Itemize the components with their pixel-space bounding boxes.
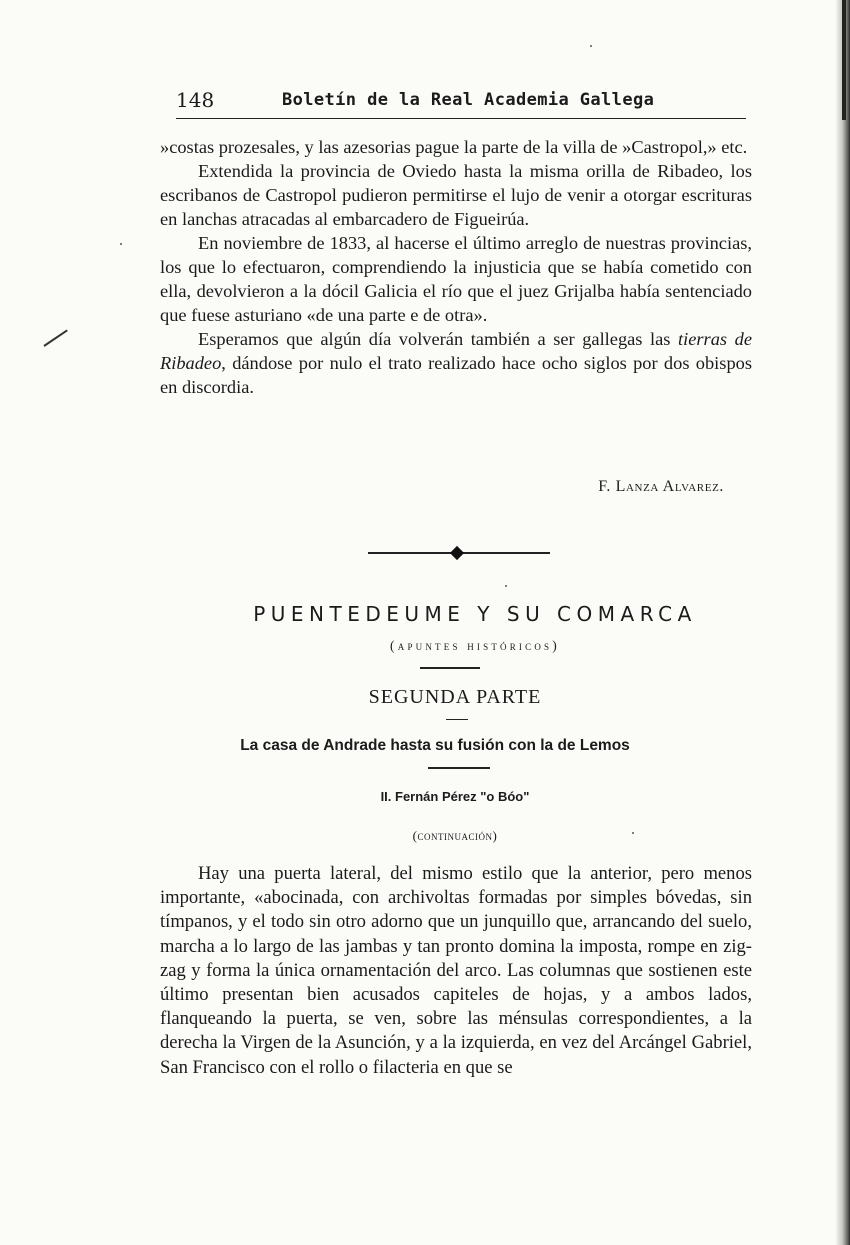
- paragraph-1833: En noviembre de 1833, al hacerse el último arreglo de nuestras provincias, los que lo efectuaron, comprendiendo la injusticia que se había cometido con ella, devolvieron a la dócil Galicia el río que el juez Grijalba había sentenciado que fuese asturiano «de una parte e de otra».: [160, 233, 752, 325]
- upper-text-block: [160, 135, 752, 399]
- article-subtitle: (apuntes históricos): [390, 638, 560, 653]
- subchapter-title: II. Fernán Pérez "o Bóo": [380, 789, 530, 804]
- page-number: 148: [176, 88, 215, 112]
- body-paragraph: Hay una puerta lateral, del mismo estilo que la anterior, pero menos importante, «abocinada, con archivoltas formadas por simples bóvedas, sin tímpanos, y el todo sin otro adorno que un junquillo que, arrancando del suelo, marcha a lo largo de las jambas y tan pronto domina la imposta, rompe en zig-zag y forma la única ornamentación del arco. Las columnas que sostienen este último presentan bien acusados capiteles de hojas, y a ambos lados, flanqueando la puerta, se ven, sobre las ménsulas correspondientes, a la derecha la Virgen de la Asunción, y a la izquierda, en vez del Arcángel Gabriel, San Francisco con el rollo o filacteria en que se: [160, 863, 752, 1078]
- page-header: [176, 88, 746, 119]
- article-body: [160, 862, 752, 1080]
- rule-after-subtitle: [420, 667, 480, 669]
- italic-tierras-de-ribadeo: tierras de Ribadeo: [160, 329, 752, 373]
- paragraph-esperamos: [160, 327, 752, 399]
- article-title: PUENTEDEUME Y SU COMARCA: [253, 602, 697, 626]
- rule-after-section: [446, 719, 468, 720]
- section-divider-ornament: [368, 550, 550, 555]
- print-speck: [590, 45, 592, 47]
- print-speck: [120, 243, 122, 245]
- page-edge-binding: [842, 0, 846, 120]
- divider-diamond-icon: [450, 546, 464, 560]
- running-title: Boletín de la Real Academia Gallega: [282, 90, 655, 110]
- chapter-title: La casa de Andrade hasta su fusión con la de Lemos: [240, 737, 630, 754]
- paragraph-quote-end: »costas prozesales, y las azesorias pague la parte de la villa de »Castropol,» etc.: [160, 137, 748, 157]
- continuation-label: (continuación): [412, 828, 498, 843]
- print-speck: [632, 832, 634, 834]
- print-speck: [505, 585, 507, 587]
- paragraph-oviedo: Extendida la provincia de Oviedo hasta la misma orilla de Ribadeo, los escribanos de Castropol pudieron permitirse el lujo de venir a otorgar escrituras en lanchas atracadas al embarcadero de Figueirúa.: [160, 161, 752, 229]
- paragraph-esperamos-start: Esperamos que algún día volverán también a ser gallegas las: [198, 329, 671, 349]
- section-title: SEGUNDA PARTE: [368, 686, 542, 708]
- rule-after-chapter: [428, 767, 490, 769]
- paragraph-esperamos-end: , dándose por nulo el trato realizado hace ocho siglos por dos obispos en discordia.: [160, 353, 752, 397]
- margin-pencil-mark: [43, 330, 67, 347]
- author-signature: F. Lanza Alvarez.: [598, 478, 724, 495]
